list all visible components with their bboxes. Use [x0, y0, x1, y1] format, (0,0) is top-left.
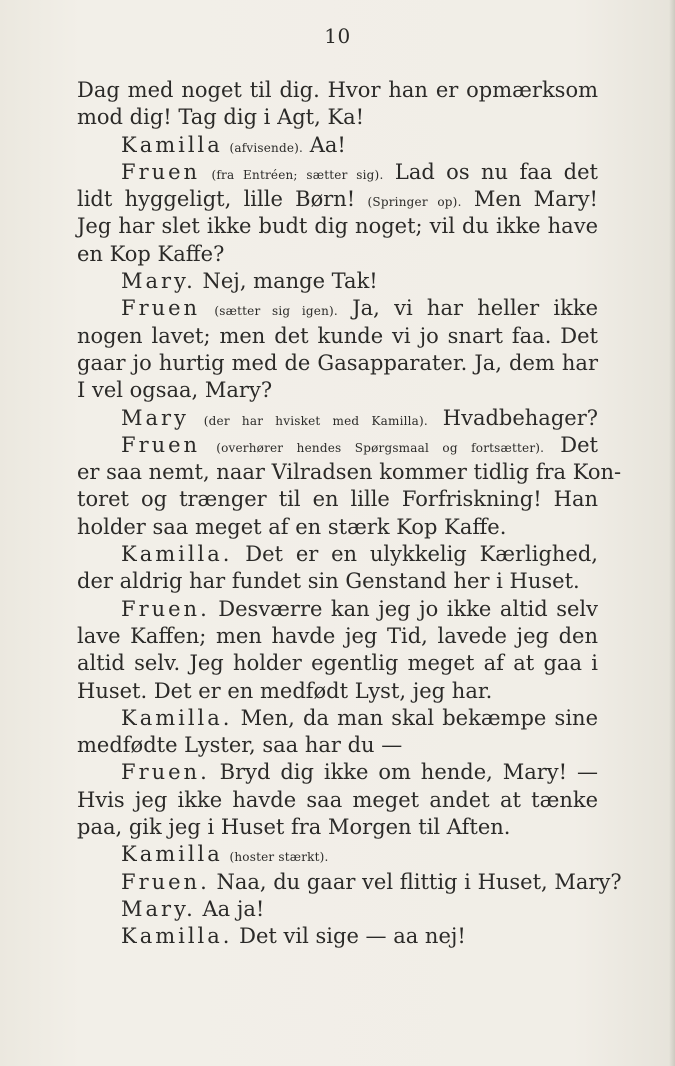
- line-text: Naa, du gaar vel flittig i Huset, Mary?: [216, 869, 622, 894]
- line-text: Det er en ulykkelig Kærlighed,: [245, 542, 598, 567]
- line-text: holder saa meget af en stærk Kop Kaffe.: [77, 514, 507, 539]
- speech-line: [77, 405, 598, 432]
- stage-direction: (Springer op).: [367, 195, 462, 210]
- speaker-name: Kamilla.: [121, 705, 233, 730]
- text-line: [77, 377, 598, 404]
- speech-line: [77, 841, 598, 868]
- speech-line: [77, 432, 598, 459]
- line-text: Det vil sige — aa nej!: [239, 924, 466, 949]
- line-text: Det: [560, 432, 598, 457]
- speaker-name: Mary: [121, 405, 189, 430]
- line-text: altid selv. Jeg holder egentlig meget af at gaa i: [77, 651, 598, 676]
- line-text: toret og trænger til en lille Forfriskning! Han: [77, 487, 598, 512]
- text-line: [77, 241, 598, 268]
- speaker-name: Fruen: [121, 296, 201, 321]
- speech-line: [77, 896, 598, 923]
- speech-line: [77, 159, 598, 186]
- speech-line: [77, 596, 598, 623]
- line-text: lidt hyggeligt, lille Børn!: [77, 187, 356, 212]
- line-text: er saa nemt, naar Vilradsen kommer tidlig fra Kon-: [77, 460, 622, 485]
- speech-line: [77, 759, 598, 786]
- line-text: mod dig! Tag dig i Agt, Ka!: [77, 105, 365, 130]
- line-text: Desværre kan jeg jo ikke altid selv: [218, 596, 598, 621]
- line-text: Men Mary!: [473, 187, 598, 212]
- speech-line: [77, 705, 598, 732]
- text-line: [77, 568, 598, 595]
- text-line: [77, 459, 622, 486]
- text-line: [77, 104, 598, 131]
- speech-line: [77, 295, 598, 322]
- text-line: [77, 186, 598, 213]
- play-text: [77, 77, 622, 951]
- line-text: Aa ja!: [202, 896, 265, 921]
- line-text: Ja, vi har heller ikke: [352, 296, 598, 321]
- page-number: 10: [324, 24, 351, 48]
- line-text: en Kop Kaffe?: [77, 241, 225, 266]
- stage-direction: (afvisende).: [229, 140, 304, 155]
- line-text: Men, da man skal bekæmpe sine: [240, 705, 598, 730]
- text-line: [77, 323, 598, 350]
- line-text: Nej, mange Tak!: [202, 269, 378, 294]
- stage-direction: (der har hvisket med Kamilla).: [203, 413, 428, 428]
- line-text: Hvis jeg ikke havde saa meget andet at tænke: [77, 787, 598, 812]
- line-text: Lad os nu faa det: [394, 159, 598, 184]
- stage-direction: (overhører hendes Spørgsmaal og fortsætter).: [216, 440, 545, 455]
- speaker-name: Mary.: [121, 269, 196, 294]
- speaker-name: Kamilla: [121, 842, 223, 867]
- speaker-name: Fruen.: [121, 869, 210, 894]
- line-text: Aa!: [309, 132, 346, 157]
- speech-line: [77, 923, 598, 950]
- speech-line: [77, 541, 598, 568]
- speaker-name: Fruen.: [121, 596, 210, 621]
- text-line: [77, 678, 598, 705]
- text-line: [77, 213, 598, 240]
- speaker-name: Fruen.: [121, 760, 210, 785]
- stage-direction: (fra Entréen; sætter sig).: [211, 167, 384, 182]
- line-text: der aldrig har fundet sin Genstand her i Huset.: [77, 569, 580, 594]
- speaker-name: Kamilla: [121, 132, 223, 157]
- speaker-name: Fruen: [121, 432, 201, 457]
- speaker-name: Fruen: [121, 159, 201, 184]
- text-line: [77, 623, 598, 650]
- text-line: [77, 732, 598, 759]
- line-text: Dag med noget til dig. Hvor han er opmærksom: [77, 78, 598, 102]
- line-text: lave Kaffen; men havde jeg Tid, lavede jeg den: [77, 623, 598, 648]
- line-text: Huset. Det er en medfødt Lyst, jeg har.: [77, 678, 493, 703]
- text-line: [77, 486, 598, 513]
- text-line: [77, 350, 598, 377]
- text-line: [77, 650, 598, 677]
- line-text: medfødte Lyster, saa har du —: [77, 733, 403, 758]
- text-line: [77, 77, 598, 104]
- text-line: [77, 787, 598, 814]
- line-text: Jeg har slet ikke budt dig noget; vil du ikke have: [77, 214, 598, 239]
- text-line: [77, 514, 598, 541]
- stage-direction: (sætter sig igen).: [214, 304, 338, 319]
- speaker-name: Mary.: [121, 896, 196, 921]
- line-text: gaar jo hurtig med de Gasapparater. Ja, dem har: [77, 350, 598, 375]
- stage-direction: (hoster stærkt).: [229, 850, 329, 865]
- speaker-name: Kamilla.: [121, 542, 233, 567]
- line-text: I vel ogsaa, Mary?: [77, 378, 273, 403]
- line-text: Bryd dig ikke om hende, Mary! —: [219, 760, 598, 785]
- text-line: [77, 814, 598, 841]
- speech-line: [77, 869, 622, 896]
- speaker-name: Kamilla.: [121, 924, 233, 949]
- speech-line: [77, 132, 598, 159]
- line-text: paa, gik jeg i Huset fra Morgen til Aften.: [77, 815, 511, 840]
- speech-line: [77, 268, 598, 295]
- page-edge-shadow: [669, 0, 675, 1066]
- line-text: nogen lavet; men det kunde vi jo snart faa. Det: [77, 323, 598, 348]
- line-text: Hvadbehager?: [442, 405, 598, 430]
